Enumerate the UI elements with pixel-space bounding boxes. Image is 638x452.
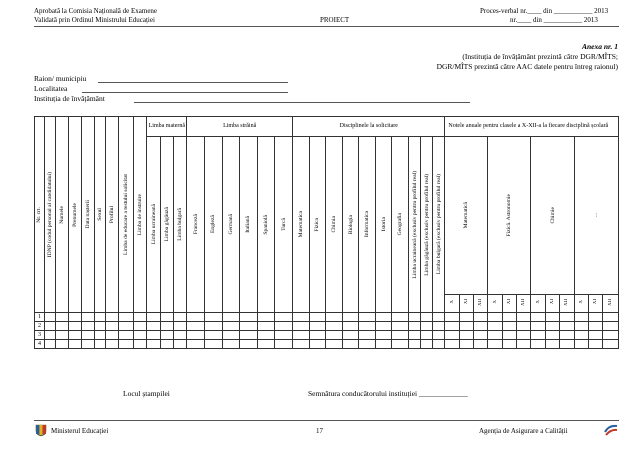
table-cell[interactable] <box>375 340 392 349</box>
table-cell[interactable] <box>588 331 602 340</box>
table-cell[interactable] <box>160 331 173 340</box>
table-cell[interactable] <box>342 322 359 331</box>
table-cell[interactable] <box>502 340 516 349</box>
table-cell[interactable] <box>44 313 55 322</box>
table-cell[interactable] <box>502 313 516 322</box>
note-class-xi: XI <box>545 295 559 313</box>
table-cell[interactable] <box>94 340 105 349</box>
row-number: 3 <box>35 331 45 340</box>
footer-ministry: Ministerul Educației <box>51 427 109 435</box>
table-cell[interactable] <box>408 331 420 340</box>
table-cell[interactable] <box>240 331 258 340</box>
table-cell[interactable] <box>147 322 160 331</box>
table-cell[interactable] <box>82 322 94 331</box>
table-cell[interactable] <box>55 340 68 349</box>
table-cell[interactable] <box>392 322 409 331</box>
table-cell[interactable] <box>375 313 392 322</box>
col-ls-turca: Turcă <box>275 137 293 313</box>
col-limba-instruire: Limba de instruire <box>134 117 147 313</box>
col-lm-bulgara: Limba bulgară <box>173 137 186 313</box>
table-row <box>35 340 619 349</box>
col-ls-germana: Germană <box>222 137 240 313</box>
note-class-xii: XII <box>517 295 531 313</box>
table-cell[interactable] <box>187 322 205 331</box>
table-cell[interactable] <box>326 322 343 331</box>
table-cell[interactable] <box>44 322 55 331</box>
table-cell[interactable] <box>488 340 502 349</box>
table-cell[interactable] <box>82 331 94 340</box>
table-cell[interactable] <box>69 313 82 322</box>
table-cell[interactable] <box>187 331 205 340</box>
table-cell[interactable] <box>326 331 343 340</box>
table-cell[interactable] <box>574 340 588 349</box>
table-cell[interactable] <box>433 322 445 331</box>
table-cell[interactable] <box>293 322 310 331</box>
table-cell[interactable] <box>293 331 310 340</box>
table-cell[interactable] <box>545 313 559 322</box>
table-cell[interactable] <box>309 340 326 349</box>
raion-label: Raion/ municipiu <box>34 74 87 83</box>
localitatea-field[interactable] <box>82 92 288 93</box>
note-matematica: Matematică <box>445 137 488 295</box>
table-cell[interactable] <box>517 340 531 349</box>
table-cell[interactable] <box>275 313 293 322</box>
table-cell[interactable] <box>326 340 343 349</box>
table-row <box>35 331 619 340</box>
table-cell[interactable] <box>69 322 82 331</box>
table-cell[interactable] <box>574 331 588 340</box>
table-cell[interactable] <box>118 331 133 340</box>
row-number: 1 <box>35 313 45 322</box>
table-cell[interactable] <box>105 340 118 349</box>
note-fizica: Fizică. Astronomie <box>488 137 531 295</box>
table-cell[interactable] <box>408 313 420 322</box>
table-cell[interactable] <box>147 340 160 349</box>
annex-title: Anexa nr. 1 <box>581 42 618 51</box>
table-cell[interactable] <box>488 322 502 331</box>
note-class-x: X <box>488 295 502 313</box>
table-cell[interactable] <box>574 313 588 322</box>
table-cell[interactable] <box>134 322 147 331</box>
table-row <box>35 322 619 331</box>
table-cell[interactable] <box>293 313 310 322</box>
col-d-matematica: Matematica <box>293 137 310 313</box>
col-numele: Numele <box>55 117 68 313</box>
table-cell[interactable] <box>134 313 147 322</box>
table-cell[interactable] <box>560 313 574 322</box>
note-class-x: X <box>531 295 545 313</box>
table-cell[interactable] <box>257 322 275 331</box>
ministry-emblem-icon <box>34 423 48 437</box>
table-cell[interactable] <box>421 322 433 331</box>
table-cell[interactable] <box>240 313 258 322</box>
table-cell[interactable] <box>204 313 222 322</box>
table-cell[interactable] <box>517 313 531 322</box>
table-cell[interactable] <box>459 322 473 331</box>
note-class-xii: XII <box>560 295 574 313</box>
table-cell[interactable] <box>222 322 240 331</box>
table-cell[interactable] <box>293 340 310 349</box>
footer-rule <box>34 420 619 421</box>
institutia-field[interactable] <box>134 102 470 103</box>
note-class-xi: XI <box>502 295 516 313</box>
table-cell[interactable] <box>257 313 275 322</box>
table-cell[interactable] <box>560 331 574 340</box>
table-cell[interactable] <box>222 313 240 322</box>
table-cell[interactable] <box>275 322 293 331</box>
table-cell[interactable] <box>531 313 545 322</box>
note-chimie: Chimie <box>531 137 574 295</box>
col-lm-ucraineana: Limba ucraineană <box>147 137 160 313</box>
col-ls-franceza: Franceză <box>187 137 205 313</box>
col-d-istoria: Istoria <box>375 137 392 313</box>
table-cell[interactable] <box>44 331 55 340</box>
table-cell[interactable] <box>275 331 293 340</box>
table-cell[interactable] <box>459 313 473 322</box>
localitatea-label: Localitatea <box>34 84 68 93</box>
table-cell[interactable] <box>502 331 516 340</box>
col-d-biologia: Biologia <box>342 137 359 313</box>
table-cell[interactable] <box>204 340 222 349</box>
table-cell[interactable] <box>359 322 376 331</box>
note-more: ... <box>574 137 618 295</box>
table-cell[interactable] <box>531 340 545 349</box>
table-cell[interactable] <box>603 331 619 340</box>
note-class-xii: XII <box>603 295 619 313</box>
table-cell[interactable] <box>204 331 222 340</box>
col-d-ucraineana-real: Limba ucraineană (exclusiv pentru profilul real) <box>408 137 420 313</box>
table-cell[interactable] <box>588 340 602 349</box>
table-cell[interactable] <box>222 340 240 349</box>
col-d-fizica: Fizica <box>309 137 326 313</box>
table-cell[interactable] <box>588 322 602 331</box>
table-cell[interactable] <box>94 313 105 322</box>
raion-field[interactable] <box>98 82 288 83</box>
table-cell[interactable] <box>459 331 473 340</box>
table-cell[interactable] <box>342 331 359 340</box>
note-class-xi: XI <box>459 295 473 313</box>
group-discipline: Disciplinele la solicitare <box>293 117 445 137</box>
table-cell[interactable] <box>603 313 619 322</box>
annex-line-2: DGR/MÎTS prezintă către AAC datele pentru întreg raionul) <box>436 62 618 71</box>
table-cell[interactable] <box>459 340 473 349</box>
table-cell[interactable] <box>118 322 133 331</box>
col-nr: Nr. crt. <box>35 117 45 313</box>
table-cell[interactable] <box>173 313 186 322</box>
table-cell[interactable] <box>359 331 376 340</box>
table-cell[interactable] <box>240 340 258 349</box>
table-cell[interactable] <box>392 340 409 349</box>
table-row <box>35 313 619 322</box>
table-cell[interactable] <box>69 331 82 340</box>
table-cell[interactable] <box>502 322 516 331</box>
col-d-bulgara-real: Limba bulgară (exclusiv pentru profilul real) <box>433 137 445 313</box>
table-cell[interactable] <box>309 313 326 322</box>
table-cell[interactable] <box>375 322 392 331</box>
table-cell[interactable] <box>118 340 133 349</box>
table-cell[interactable] <box>421 340 433 349</box>
approval-line-2: Validată prin Ordinul Ministrului Educației <box>34 16 155 24</box>
table-cell[interactable] <box>94 331 105 340</box>
table-cell[interactable] <box>69 340 82 349</box>
proces-verbal-2: nr.____ din ___________ 2013 <box>510 16 598 24</box>
table-cell[interactable] <box>474 331 488 340</box>
table-cell[interactable] <box>147 313 160 322</box>
table-cell[interactable] <box>187 313 205 322</box>
col-lm-gagauza: Limba găgăuză <box>160 137 173 313</box>
institutia-label: Instituția de învățământ <box>34 94 105 103</box>
table-cell[interactable] <box>545 340 559 349</box>
table-cell[interactable] <box>433 331 445 340</box>
table-cell[interactable] <box>560 340 574 349</box>
proces-verbal-1: Proces-verbal nr.____ din ___________ 2013 <box>480 7 609 15</box>
table-cell[interactable] <box>173 340 186 349</box>
approval-line-1: Aprobată la Comisia Națională de Examene <box>34 7 158 15</box>
project-label: PROIECT <box>320 16 350 24</box>
table-cell[interactable] <box>545 331 559 340</box>
table-cell[interactable] <box>105 313 118 322</box>
table-cell[interactable] <box>560 322 574 331</box>
group-limba-straina: Limba străină <box>187 117 293 137</box>
table-cell[interactable] <box>55 313 68 322</box>
table-cell[interactable] <box>94 322 105 331</box>
table-cell[interactable] <box>222 331 240 340</box>
col-d-chimia: Chimia <box>326 137 343 313</box>
director-signature[interactable]: Semnătura conducătorului instituției _____________ <box>308 389 468 398</box>
col-prenumele: Prenumele <box>69 117 82 313</box>
table-cell[interactable] <box>474 340 488 349</box>
table-cell[interactable] <box>342 340 359 349</box>
table-cell[interactable] <box>531 331 545 340</box>
table-cell[interactable] <box>44 340 55 349</box>
table-cell[interactable] <box>55 331 68 340</box>
table-cell[interactable] <box>187 340 205 349</box>
annex-line-1: (Instituția de învățământ prezintă către DGR/MÎTS; <box>462 52 618 61</box>
table-cell[interactable] <box>588 313 602 322</box>
table-cell[interactable] <box>309 322 326 331</box>
table-cell[interactable] <box>342 313 359 322</box>
note-class-xii: XII <box>474 295 488 313</box>
table-cell[interactable] <box>105 331 118 340</box>
table-cell[interactable] <box>55 322 68 331</box>
table-cell[interactable] <box>160 340 173 349</box>
table-cell[interactable] <box>134 331 147 340</box>
col-profilul: Profilul <box>105 117 118 313</box>
table-cell[interactable] <box>275 340 293 349</box>
table-cell[interactable] <box>574 322 588 331</box>
col-limba-educare: Limba de educare a testului solicitat <box>118 117 133 313</box>
table-cell[interactable] <box>433 340 445 349</box>
table-cell[interactable] <box>118 313 133 322</box>
col-d-informatica: Informatica <box>359 137 376 313</box>
table-cell[interactable] <box>160 322 173 331</box>
note-class-x: X <box>574 295 588 313</box>
header-rule <box>34 26 619 27</box>
table-cell[interactable] <box>421 313 433 322</box>
stamp-label: Locul ștampilei <box>123 389 170 398</box>
table-cell[interactable] <box>160 313 173 322</box>
table-cell[interactable] <box>474 322 488 331</box>
table-cell[interactable] <box>445 340 459 349</box>
table-cell[interactable] <box>488 331 502 340</box>
table-cell[interactable] <box>445 331 459 340</box>
table-cell[interactable] <box>173 331 186 340</box>
table-cell[interactable] <box>257 331 275 340</box>
col-d-geografia: Geografia <box>392 137 409 313</box>
table-cell[interactable] <box>105 322 118 331</box>
table-cell[interactable] <box>445 322 459 331</box>
group-limba-materna: Limba maternă <box>147 117 187 137</box>
table-cell[interactable] <box>240 322 258 331</box>
col-ls-engleza: Engleză <box>204 137 222 313</box>
footer-agency: Agenția de Asigurare a Calității <box>479 427 568 435</box>
table-cell[interactable] <box>173 322 186 331</box>
table-cell[interactable] <box>82 340 94 349</box>
footer-page-number: 17 <box>316 427 323 435</box>
table-cell[interactable] <box>375 331 392 340</box>
col-sexul: Sexul <box>94 117 105 313</box>
table-cell[interactable] <box>257 340 275 349</box>
table-cell[interactable] <box>204 322 222 331</box>
agency-logo-icon <box>603 423 619 437</box>
table-cell[interactable] <box>392 313 409 322</box>
table-cell[interactable] <box>517 322 531 331</box>
col-data-nasterii: Data nașterii <box>82 117 94 313</box>
table-cell[interactable] <box>603 340 619 349</box>
table-cell[interactable] <box>603 322 619 331</box>
row-number: 2 <box>35 322 45 331</box>
col-d-gagauza-real: Limba găgăuză (exclusiv pentru profilul real) <box>421 137 433 313</box>
col-idnp: IDNP (codul personal al candidatului) <box>44 117 55 313</box>
table-cell[interactable] <box>545 322 559 331</box>
table-cell[interactable] <box>408 322 420 331</box>
table-cell[interactable] <box>531 322 545 331</box>
table-cell[interactable] <box>474 313 488 322</box>
table-cell[interactable] <box>134 340 147 349</box>
table-cell[interactable] <box>433 313 445 322</box>
note-class-xi: XI <box>588 295 602 313</box>
col-ls-spaniola: Spaniolă <box>257 137 275 313</box>
note-class-x: X <box>445 295 459 313</box>
table-cell[interactable] <box>359 340 376 349</box>
table-cell[interactable] <box>408 340 420 349</box>
table-cell[interactable] <box>309 331 326 340</box>
col-ls-italiana: Italiană <box>240 137 258 313</box>
candidates-table <box>34 116 619 349</box>
table-cell[interactable] <box>445 313 459 322</box>
table-cell[interactable] <box>392 331 409 340</box>
row-number: 4 <box>35 340 45 349</box>
table-cell[interactable] <box>359 313 376 322</box>
table-cell[interactable] <box>421 331 433 340</box>
table-cell[interactable] <box>147 331 160 340</box>
table-cell[interactable] <box>82 313 94 322</box>
group-note-anuale: Notele anuale pentru clasele a X-XII-a la fiecare disciplină școlară <box>445 117 619 137</box>
table-cell[interactable] <box>488 313 502 322</box>
table-cell[interactable] <box>326 313 343 322</box>
table-cell[interactable] <box>517 331 531 340</box>
